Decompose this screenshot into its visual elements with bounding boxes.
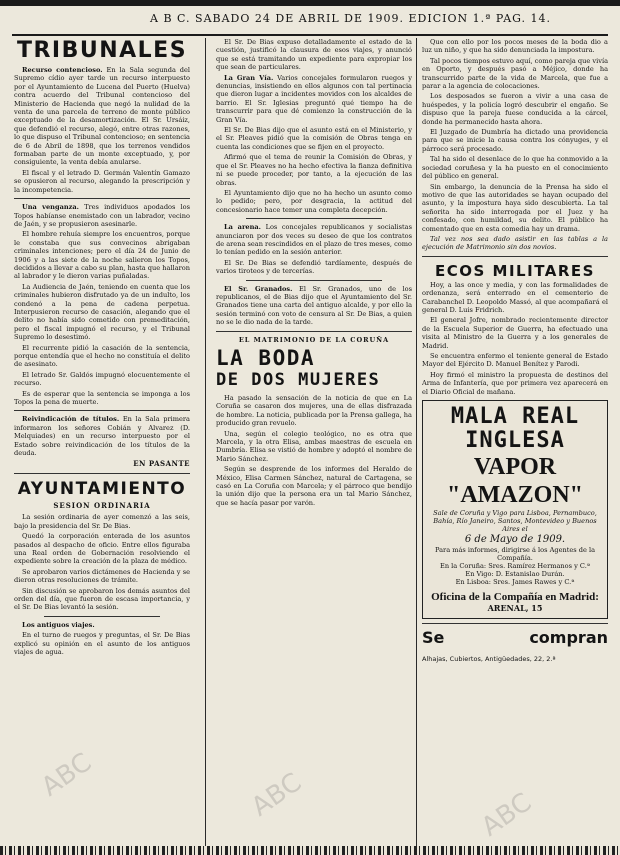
subhead: La Gran Vía. (224, 73, 274, 82)
divider (246, 218, 382, 219)
paragraph: El Sr. De Bias expuso detalladamente el estado de la cuestión, justificó la clausura de esos viajes, y anunció que se está tramitando un expediente para expropiar los que sean de particulares. (216, 38, 412, 72)
ad-vessel-name: VAPOR "AMAZON" (447, 454, 583, 509)
paragraph: Se encuentra enfermo el teniente general de Estado Mayor del Ejército D. Manuel Benítez y Parodi. (422, 352, 608, 369)
paragraph: Quedó la corporación enterada de los asuntos pasados al despacho de oficio. Entre ellos figuraba una Real orden de Gobernación resolviendo el expediente sobre la creación de la plaza de médico. (14, 532, 190, 566)
divider (14, 410, 190, 411)
subhead: Una venganza. (22, 203, 79, 212)
paragraph: En el turno de ruegos y preguntas, el Sr. De Bias explicó su opinión en el asunto de los antiguos viajes de agua. (14, 631, 190, 656)
watermark: ABC (36, 747, 98, 803)
ad-madrid-office: Oficina de la Compañía en Madrid: (431, 590, 599, 603)
divider (44, 616, 160, 617)
paragraph: El recurrente pidió la casación de la sentencia, porque entendía que el hecho no constituía el delito de asesinato. (14, 343, 190, 369)
divider (14, 473, 190, 474)
section-title-ayuntamiento: AYUNTAMIENTO (17, 478, 187, 499)
header-date: A B C. SABADO 24 DE ABRIL DE 1909. EDICION 1.ª PAG. 14. (150, 12, 552, 25)
ad-departure-date: 6 de Mayo de 1909. (464, 533, 566, 545)
watermark: ABC (246, 767, 308, 823)
paragraph: Que con ello por los pocos meses de la boda dio a luz un niño, y que ha sido denunciada la impostura. (422, 38, 608, 55)
column-3 (422, 38, 608, 846)
divider (216, 331, 412, 332)
top-rule (0, 0, 620, 6)
paragraph-text: En la Sala segunda del Supremo cídio ayer tarde un recurso interpuesto por el Ayuntamiento de Lucena del Puerto (Huelva) contra acuerdo del Tribunal contencioso del Ministerio de Hacienda que negó la nulidad de la venta de una parcela de terreno de monte público exceptuado de la desamortización. El Sr. Ursáiz, que defendió el recurso, alegó, entre otras razones, lo que dispuso el Tribunal contencioso; en sentencia de 6 de Abril de 1898, que los terrenos vendidos formaban parte de un monte exceptuado, y, por consiguiente, la venta debía anularse. (14, 66, 190, 167)
paragraph: El Juzgado de Dumbría ha dictado una providencia para que se inicie la causa contra los cónyuges, y el párroco será procesado. (422, 128, 608, 153)
classified-ad-se-compran (422, 628, 608, 668)
subhead: La arena. (224, 223, 261, 232)
section-title-tribunales: TRIBUNALES (16, 38, 188, 63)
headline-la-boda: LA BODA (216, 346, 316, 370)
paragraph (216, 285, 412, 327)
header-rule (12, 34, 608, 36)
article-kicker: EL MATRIMONIO DE LA CORUÑA (238, 335, 390, 344)
paragraph: El general Jofre, nombrado recientemente director de la Escuela Superior de Guerra, ha efectuado una visita al Ministro de la Guerra y a los generales de Madrid. (422, 316, 608, 350)
ad-route: Sale de Coruña y Vigo para Lisboa, Pernambuco, Bahía, Río Janeiro, Santos, Montevideo y Buenos Aires el (433, 509, 597, 534)
paragraph: Hoy, a las once y media, y con las formalidades de ordenanza, será enterrado en el cementerio de Carabanchel D. Leopoldo Massó, al que acompañará el general D. Luis Fridrich. (422, 280, 608, 314)
paragraph: Sin embargo, la denuncia de la Prensa ha sido el motivo de que las autoridades se hayan ocupado del asunto, y la impostura haya sido descubierta. La tal señorita ha sido interrogada por el Juez y ha confesado, con humildad, su delito. El público ha comentado que en esta comedia hay un drama. (422, 182, 608, 233)
paragraph (14, 415, 190, 457)
paragraph (14, 66, 190, 167)
paragraph: La Audiencia de Jaén, teniendo en cuenta que los criminales hubieron disfrutado ya de un indulto, los condenó a la pena de cadena perpetua. Interpusieron recurso de casación, alegando que el delito no había sido cometido con premeditación, pero el fiscal impugnó el recurso, y el Tribunal Supremo lo desestimó. (14, 282, 190, 342)
paragraph-text: Los concejales republicanos y socialistas anunciaron por dos veces su deseo de que los contratos de arena sean rescindidos en el plazo de tres meses, como lo tenían pedido en la sesión anterior. (216, 223, 412, 257)
paragraph: Ha pasado la sensación de la noticia de que en La Coruña se casaron dos mujeres, una de ellas disfrazada de hombre. La noticia, publicada por la Prensa gallega, ha producido gran revuelo. (216, 394, 412, 428)
divider (422, 623, 608, 624)
paragraph-text: En la Sala primera informaron los señores Cobián y Alvarez (D. Melquiades) en un recurso interpuesto por el Estado sobre reivindicación de los títulos de la deuda. (14, 415, 190, 458)
classified-details: Alhajas, Cubiertos, Antigüedades, 22, 2.ª (422, 654, 556, 663)
ad-agents-note: Para más informes, dirigirse á los Agentes de la Compañía. (434, 545, 596, 562)
paragraph-text: Tres individuos apodados los Topos habíanse enemistado con un labrador, vecino de Jaén, y se propusieron asesinarle. (14, 203, 190, 228)
paragraph: El fiscal y el letrado D. Germán Valentín Gamazo se opusieron al recurso, alegando la prescripción y la incompetencia. (14, 168, 190, 194)
paragraph: Una, según el colegio teológico, no es otra que Marcela, y la otra Elisa, ambas maestras de escuela en Dumbría. Elisa se vistió de hombre y adoptó el nombre de Mario Sánchez. (216, 429, 412, 463)
paragraph: Se aprobaron varios dictámenes de Hacienda y se dieron otras resoluciones de trámite. (14, 567, 190, 585)
page-header (0, 8, 620, 30)
section-subtitle: SESION ORDINARIA (53, 500, 151, 510)
column-rule-1 (205, 38, 206, 848)
paragraph (14, 203, 190, 228)
paragraph: Es de esperar que la sentencia se imponga a los Topos la pena de muerte. (14, 389, 190, 407)
column-rule-2 (416, 38, 417, 848)
paragraph: El letrado Sr. Galdós impugnó elocuentemente el recurso. (14, 370, 190, 388)
paragraph: Hoy firmó el ministro la propuesta de destinos del Arma de Infantería, que por primera vez aparecerá en el Diario Oficial de mañana. (422, 370, 608, 396)
paragraph: El Sr. De Bias se defendió tardíamente, después de varios tiroteos y de tercerías. (216, 258, 412, 276)
headline-dos-mujeres: DE DOS MUJERES (216, 370, 381, 390)
paragraph: Sin discusión se aprobaron los demás asuntos del orden del día, que fueron de escasa importancia, y el Sr. De Bias levantó la sesión. (14, 586, 190, 612)
column-1 (14, 38, 190, 846)
section-title-ecos-militares: ECOS MILITARES (435, 261, 595, 280)
paragraph (216, 74, 412, 124)
paragraph: El Ayuntamiento dijo que no ha hecho un asunto como lo pedido; pero, por desgracia, la actitud del concesionario hace temer una completa decepción. (216, 188, 412, 214)
divider (422, 256, 608, 257)
subhead: Los antiguos viajes. (22, 620, 95, 629)
paragraph: Afirmó que el tema de reunir la Comisión de Obras, y que el Sr. Pleaves no ha hecho efectiva la fianza definitiva ni se puede proceder, por tanto, a la ejecución de las obras. (216, 153, 412, 187)
ad-agent-coruna: En la Coruña: Sres. Ramírez Hermanos y C.ª (440, 562, 590, 571)
paragraph (216, 223, 412, 257)
watermark: ABC (476, 787, 538, 843)
paragraph: El Sr. De Bias dijo que el asunto está en el Ministerio, y el Sr. Pleaves pidió que la comisión de Obras tenga en cuenta las condiciones que se fijen en el proyecto. (216, 126, 412, 151)
subhead: Reivindicación de títulos. (22, 415, 120, 424)
column-2 (216, 38, 412, 846)
ad-agent-lisboa: En Lisboa: Sres. James Rawes y C.ª (455, 578, 575, 587)
subhead: El Sr. Granados. (224, 284, 293, 293)
paragraph: Tal ha sido el desenlace de lo que ha conmovido a la sociedad coruñesa y la ha puesto en el conocimiento del público en general. (422, 155, 608, 181)
paragraph: Tal vez nos sea dado asistir en las tablas a la ejecución de Matrimonio sin dos novios. (422, 234, 608, 252)
divider (14, 198, 190, 199)
en-pasant-label: EN PASANTE (133, 459, 190, 469)
ad-company-name: MALA REAL INGLESA (450, 404, 580, 454)
subhead: Recurso contencioso. (22, 66, 103, 74)
paragraph-text: Varios concejales formularon ruegos y denuncias, insistiendo en ellos algunos con tal pertinacia que dieron lugar a incidentes movidos con los alcaldes de barrio. El Sr. Iglesias preguntó qué tiempo ha de transcurrir para que dé comienzo la construcción de la Gran Vía. (216, 73, 412, 124)
steamship-advertisement (422, 400, 608, 619)
ad-agent-vigo: En Vigo: D. Estanislao Durán. (465, 570, 565, 579)
classified-headline: Se compran (422, 628, 608, 648)
paragraph: Según se desprende de los informes del Heraldo de México, Elisa Carmen Sánchez, natural de Cartagena, se casó en La Coruña con Marcela; y el párroco que bendijo la unión dijo que la persona era un tal Mario Sánchez, que se hacía pasar por varón. (216, 465, 412, 507)
ad-madrid-address: ARENAL, 15 (487, 602, 543, 613)
paragraph: Los desposados se fueron a vivir a una casa de huéspedes, y la policía logró descubrir el engaño. Se dispuso que la pareja fuese conducida a la cárcel, donde ha permanecido hasta ahora. (422, 92, 608, 126)
divider (246, 280, 382, 281)
paragraph: El hombre rehuía siempre los encuentros, porque le constaba que sus convecinos abrigaban criminales intenciones; pero el día 24 de Junio de 1906 y a las siete de la noche salieron los Topos, decididos a llevar a cabo su plan, hasta que hallaron al labrador y le dieron varias puñaladas. (14, 230, 190, 281)
bottom-scan-strip (0, 846, 620, 855)
paragraph: Tal pocos tiempos estuvo aquí, como pareja que vivía en Oporto, y después pasó a Méjico, donde ha transcurrido parte de la vida de Marcela, que fue a parar a la agencia de colocaciones. (422, 56, 608, 91)
paragraph: La sesión ordinaria de ayer comenzó a las seis, bajo la presidencia del Sr. De Bias. (14, 513, 190, 530)
paragraph (14, 621, 190, 629)
paragraph-text: El Sr. Granados, uno de los republicanos, el de Bias dijo que el Ayuntamiento del Sr. Granados tiene una carta del antiguo alcalde, y por ello la sesión terminó con voto de censura al Sr. De Bias, a quien no se le dio nada de la tarde. (216, 284, 412, 327)
